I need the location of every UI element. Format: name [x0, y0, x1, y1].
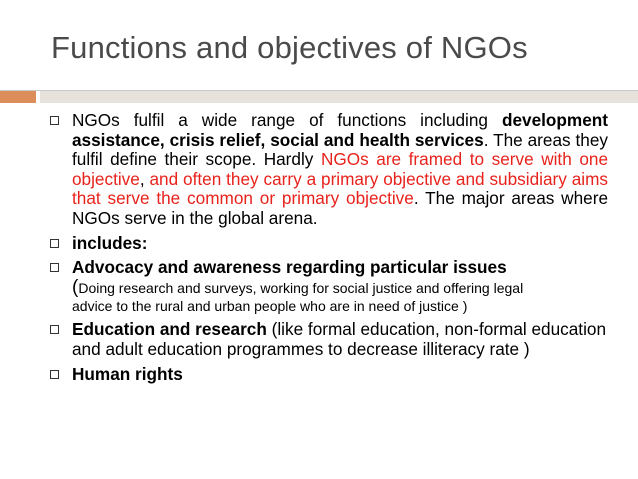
bullet-education	[48, 320, 608, 359]
highlight-text: and often they carry a primary objective and subsidiary aims that serve the common or primary objective	[72, 168, 608, 209]
paren: (	[72, 276, 79, 298]
text: (like formal education, non-formal education and adult education programmes to decrease illiteracy rate )	[72, 319, 607, 359]
text: includes:	[72, 232, 148, 253]
note-text: advice to the rural and urban people who are in need of justice )	[72, 298, 468, 315]
bullet-heading: Advocacy and awareness regarding particular issues	[72, 257, 507, 278]
bullet-human-rights	[48, 365, 608, 385]
square-bullet-icon	[50, 263, 59, 272]
bullet-list	[48, 111, 608, 384]
bullet-functions	[48, 111, 608, 229]
text: ,	[139, 168, 150, 189]
text: . The major areas where NGOs serve in the global arena.	[72, 188, 608, 228]
note-text: Doing research and surveys, working for social justice and offering legal	[78, 279, 524, 296]
bullet-includes	[48, 234, 608, 254]
divider-gray-bar	[40, 91, 638, 103]
text: NGOs fulfil a wide range of functions including	[72, 110, 502, 130]
square-bullet-icon	[50, 370, 59, 379]
square-bullet-icon	[50, 239, 59, 248]
bullet-advocacy	[48, 258, 608, 315]
bullet-heading: Education and research	[72, 319, 267, 340]
square-bullet-icon	[50, 116, 59, 125]
text: . The areas they fulfil define their scope. Hardly	[72, 129, 609, 170]
bold-text: development assistance, crisis relief, social and health services	[72, 110, 608, 150]
divider-accent-block	[0, 91, 36, 103]
bullet-heading: Human rights	[72, 363, 183, 384]
slide-title: Functions and objectives of NGOs	[51, 30, 528, 65]
highlight-text: NGOs are framed to serve with one objective	[72, 149, 609, 189]
square-bullet-icon	[50, 325, 59, 334]
